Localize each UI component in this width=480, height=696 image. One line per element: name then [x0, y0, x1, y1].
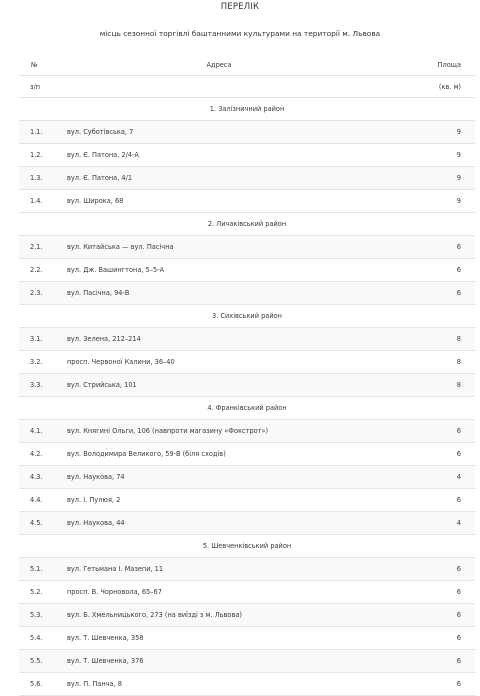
row-address: вул. Дж. Вашингтона, 5–5-А — [67, 266, 165, 274]
table-row — [19, 144, 475, 167]
row-number: 5.2. — [30, 588, 43, 596]
table-row — [19, 466, 475, 489]
row-number: 1.1. — [30, 128, 43, 136]
table-subheader-row — [19, 76, 475, 98]
row-address: просп. В. Чорновола, 65–67 — [67, 588, 162, 596]
table-row — [19, 190, 475, 213]
row-number: 1.3. — [30, 174, 43, 182]
table-row — [19, 650, 475, 673]
section-title: 1. Залізничний район — [209, 105, 285, 113]
row-address: вул. Пасічна, 94-В — [67, 289, 130, 297]
table-row — [19, 328, 475, 351]
table-header-row — [19, 55, 475, 76]
row-area: 6 — [456, 289, 461, 297]
section-row — [19, 305, 475, 328]
row-address: вул. Наукова, 74 — [67, 473, 125, 481]
row-area: 6 — [456, 266, 461, 274]
row-area: 9 — [456, 197, 461, 205]
subheader-number: з/п — [30, 83, 41, 91]
row-address: вул. Зелена, 212–214 — [67, 335, 141, 343]
row-address: вул. Китайська — вул. Пасічна — [67, 243, 174, 251]
row-address: вул. Гетьмана І. Мазепи, 11 — [67, 565, 164, 573]
table-row — [19, 374, 475, 397]
row-address: вул. І. Пулюя, 2 — [67, 496, 121, 504]
row-number: 5.3. — [30, 611, 43, 619]
section-title: 2. Личаківський район — [207, 220, 287, 228]
row-area: 6 — [456, 634, 461, 642]
header-number: № — [31, 61, 38, 69]
table-row — [19, 259, 475, 282]
table-row — [19, 581, 475, 604]
document-title: ПЕРЕЛІК — [220, 2, 260, 12]
row-area: 8 — [456, 381, 461, 389]
row-area: 6 — [456, 588, 461, 596]
row-area: 6 — [456, 496, 461, 504]
row-number: 4.3. — [30, 473, 43, 481]
section-title: 3. Сихівський район — [212, 312, 282, 320]
row-number: 3.2. — [30, 358, 43, 366]
table-row — [19, 627, 475, 650]
table-row — [19, 351, 475, 374]
row-area: 6 — [456, 565, 461, 573]
table-row — [19, 489, 475, 512]
row-area: 6 — [456, 611, 461, 619]
row-number: 2.2. — [30, 266, 43, 274]
header-area: Площа — [437, 61, 461, 69]
row-number: 4.5. — [30, 519, 43, 527]
row-area: 4 — [456, 473, 461, 481]
row-number: 5.1. — [30, 565, 43, 573]
section-row — [19, 98, 475, 121]
row-number: 2.3. — [30, 289, 43, 297]
header-address: Адреса — [206, 61, 232, 69]
row-address: вул. Т. Шевченка, 358 — [67, 634, 144, 642]
row-area: 9 — [456, 151, 461, 159]
row-address: вул. Є. Патона, 2/4-А — [67, 151, 139, 159]
row-number: 2.1. — [30, 243, 43, 251]
row-area: 6 — [456, 427, 461, 435]
row-address: вул. Є. Патона, 4/1 — [67, 174, 133, 182]
locations-table — [19, 55, 475, 696]
document-subtitle: місць сезонної торгівлі баштанними культурами на території м. Львова — [99, 29, 381, 38]
row-area: 9 — [456, 128, 461, 136]
row-area: 9 — [456, 174, 461, 182]
table-row — [19, 604, 475, 627]
row-number: 4.4. — [30, 496, 43, 504]
row-address: вул. П. Панча, 8 — [67, 680, 122, 688]
row-number: 4.1. — [30, 427, 43, 435]
table-row — [19, 167, 475, 190]
table-row — [19, 673, 475, 696]
row-number: 3.3. — [30, 381, 43, 389]
row-address: вул. Б. Хмельницького, 273 (на виїзді з м. Львова) — [67, 611, 242, 619]
subheader-area: (кв. м) — [438, 83, 461, 91]
table-row — [19, 121, 475, 144]
row-number: 1.4. — [30, 197, 43, 205]
row-address: вул. Володимира Великого, 59-В (біля сходів) — [67, 450, 226, 458]
row-address: вул. Широка, 68 — [67, 197, 124, 205]
table-row — [19, 443, 475, 466]
section-row — [19, 535, 475, 558]
row-number: 4.2. — [30, 450, 43, 458]
row-area: 6 — [456, 243, 461, 251]
table-row — [19, 236, 475, 259]
table-row — [19, 282, 475, 305]
section-row — [19, 213, 475, 236]
row-address: вул. Стрийська, 101 — [67, 381, 137, 389]
row-area: 6 — [456, 657, 461, 665]
row-area: 8 — [456, 335, 461, 343]
section-title: 4. Франківський район — [207, 404, 287, 412]
section-row — [19, 397, 475, 420]
row-address: просп. Червоної Калини, 36–40 — [67, 358, 175, 366]
row-number: 1.2. — [30, 151, 43, 159]
row-number: 5.6. — [30, 680, 43, 688]
row-area: 8 — [456, 358, 461, 366]
table-row — [19, 558, 475, 581]
row-address: вул. Наукова, 44 — [67, 519, 125, 527]
row-number: 5.4. — [30, 634, 43, 642]
row-address: вул. Княгині Ольги, 106 (навпроти магазину «Фокстрот») — [67, 427, 269, 435]
table-row — [19, 420, 475, 443]
row-area: 6 — [456, 680, 461, 688]
row-number: 5.5. — [30, 657, 43, 665]
row-address: вул. Т. Шевченка, 376 — [67, 657, 144, 665]
row-area: 6 — [456, 450, 461, 458]
row-number: 3.1. — [30, 335, 43, 343]
row-address: вул. Суботівська, 7 — [67, 128, 134, 136]
row-area: 4 — [456, 519, 461, 527]
table-row — [19, 512, 475, 535]
section-title: 5. Шевченківський район — [202, 542, 292, 550]
